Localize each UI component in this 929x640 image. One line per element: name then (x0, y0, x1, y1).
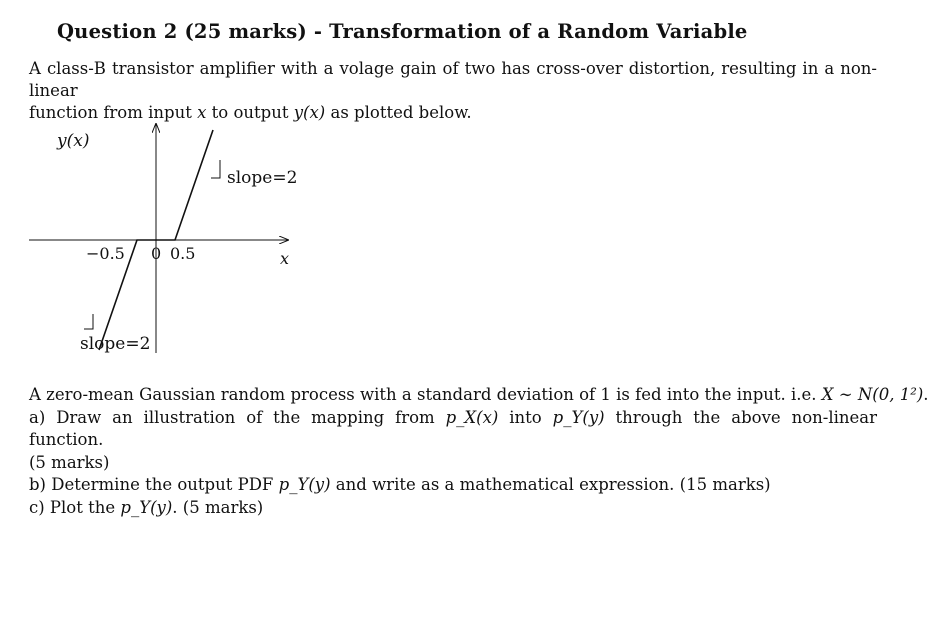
slope-triangle-lower (84, 314, 93, 329)
y-axis-label: y(x) (57, 131, 90, 151)
tick-label-pos: 0.5 (170, 244, 196, 263)
question-body (29, 384, 929, 519)
py-of-y: p_Y(y) (120, 497, 173, 517)
item-a-marks: (5 marks) (29, 452, 110, 472)
question-title: Question 2 (25 marks) - Transformation of a Random Variable (57, 20, 748, 43)
px-of-x: p_X(x) (445, 407, 499, 427)
intro-text: function from input (29, 103, 198, 122)
tick-label-neg: −0.5 (86, 244, 125, 263)
slope-triangle-upper (211, 160, 220, 178)
transfer-function-plot (0, 115, 320, 360)
py-of-y: p_Y(y) (552, 407, 605, 427)
item-b-text: and write as a mathematical expression. (15 marks) (330, 475, 771, 494)
var-x: x (197, 103, 207, 122)
slope-label-upper: slope=2 (227, 168, 298, 188)
item-b (29, 474, 877, 497)
problem-statement (29, 384, 929, 407)
item-a (29, 407, 877, 452)
item-c-text: . (5 marks) (172, 497, 264, 517)
item-a-text: a) Draw an illustration of the mapping from (29, 407, 446, 427)
intro-line-1: A class-B transistor amplifier with a volage gain of two has cross-over distortion, resulting in a non-linear (29, 59, 877, 100)
item-b-text: b) Determine the output PDF (29, 475, 279, 494)
item-c (29, 497, 877, 520)
item-a-text: through the above non-linear function. (29, 407, 878, 449)
item-c-text: c) Plot the (29, 497, 121, 517)
item-a-text: into (498, 407, 553, 427)
var-y-of-x: y(x) (293, 103, 326, 122)
tick-label-zero: 0 (151, 244, 162, 263)
statement-text: A zero-mean Gaussian random process with a standard deviation of 1 is fed into the input. i.e. (29, 385, 822, 404)
statement-period: . (923, 385, 929, 404)
transfer-function-figure (0, 115, 320, 360)
intro-text: to output (206, 103, 294, 122)
distribution-expression: X ∼ N(0, 1²) (821, 385, 924, 404)
intro-text: as plotted below. (325, 103, 472, 122)
slope-label-lower: slope=2 (80, 334, 151, 354)
py-of-y: p_Y(y) (278, 475, 331, 494)
x-axis-label: x (280, 249, 290, 268)
